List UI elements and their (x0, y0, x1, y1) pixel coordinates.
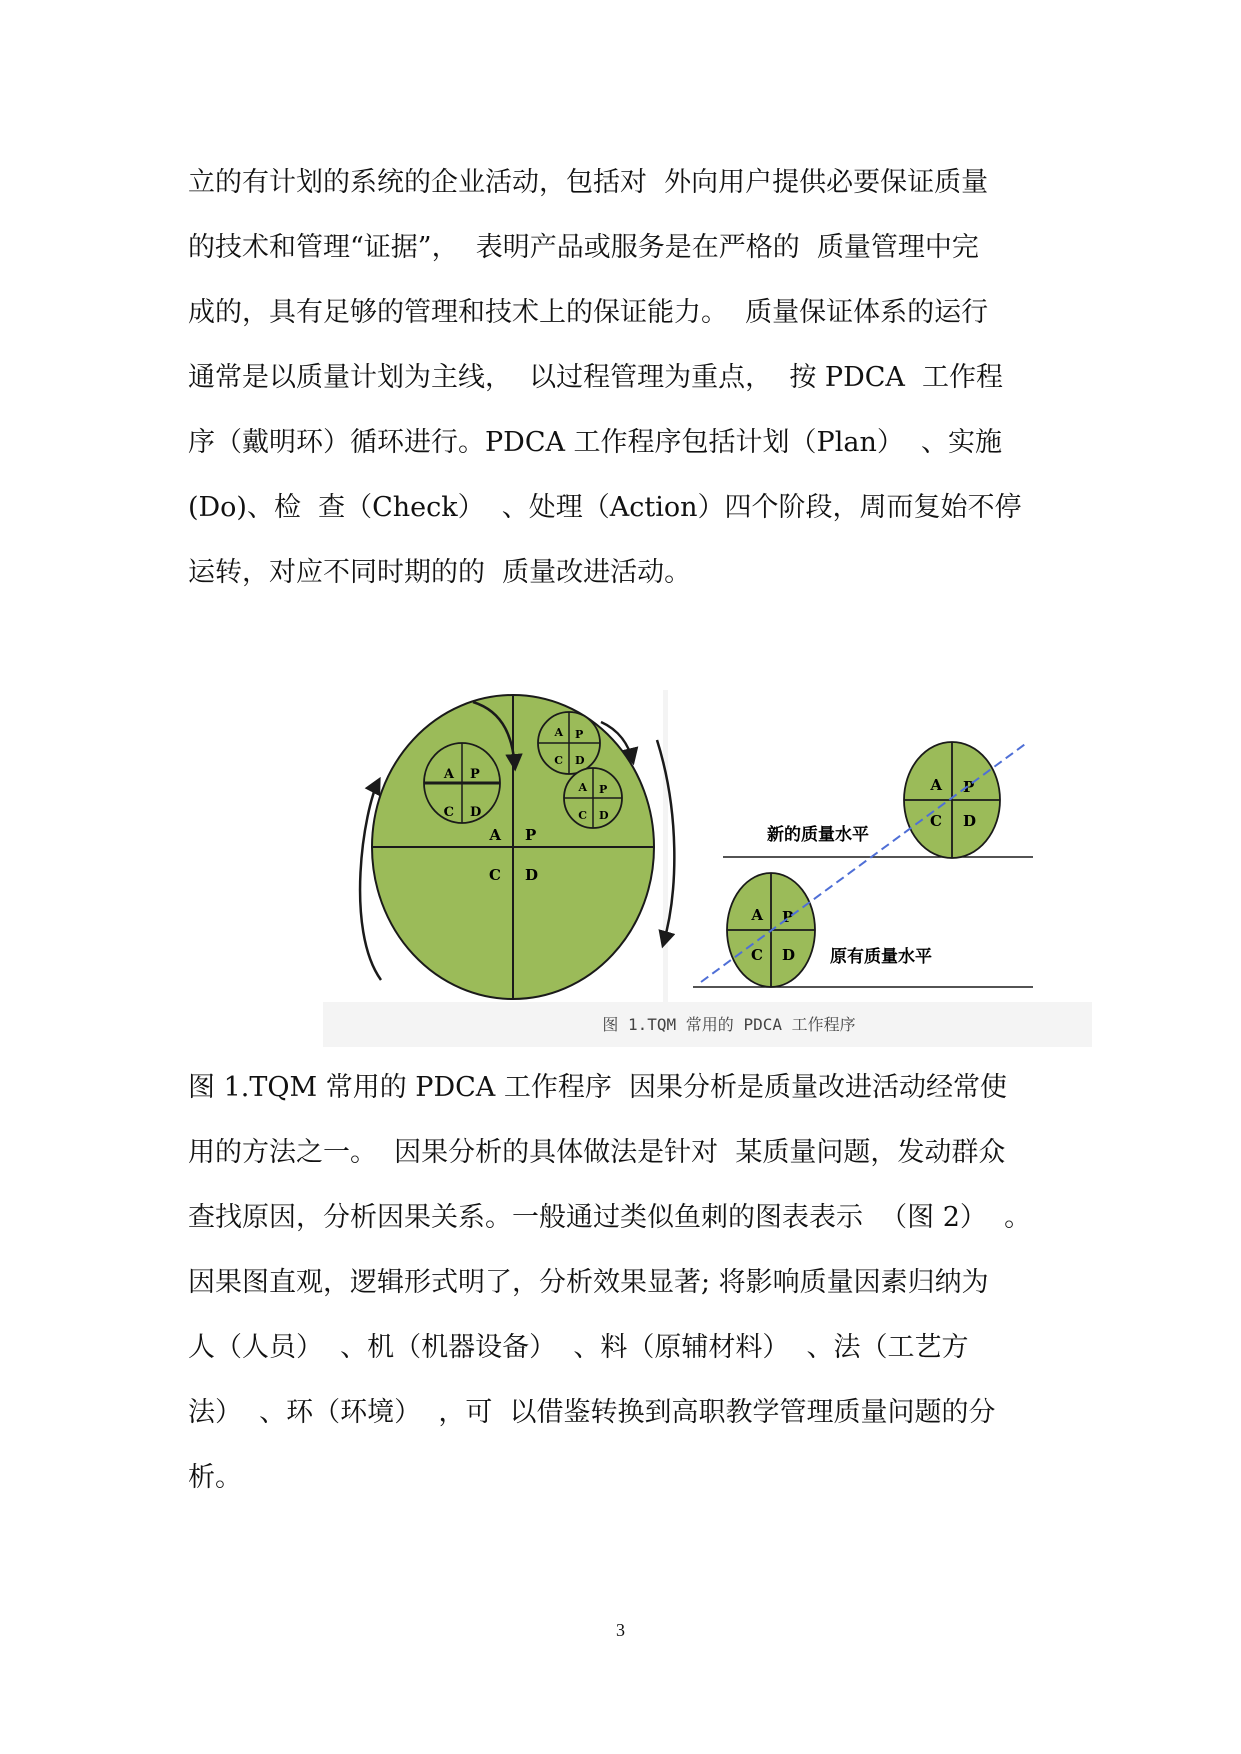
text-line: 立的有计划的系统的企业活动，包括对 外向用户提供必要保证质量 (188, 167, 989, 198)
wheel-label-c: C (554, 754, 563, 767)
text-line: 法） 、环（环境） ，可 以借鉴转换到高职教学管理质量问题的分 (188, 1397, 996, 1428)
wheel-label-p: P (782, 908, 794, 926)
text-line: 通常是以质量计划为主线， 以过程管理为重点， 按 PDCA 工作程 (188, 362, 1004, 393)
text-line: 图 1.TQM 常用的 PDCA 工作程序 因果分析是质量改进活动经常使 (188, 1072, 1008, 1103)
body-paragraph-2 (188, 1055, 1058, 1510)
figure-inner-caption: 图 1.TQM 常用的 PDCA 工作程序 (602, 1015, 856, 1034)
wheel-label-c: C (751, 946, 763, 964)
text-line: 因果图直观，逻辑形式明了，分析效果显著; 将影响质量因素归纳为 (188, 1267, 989, 1298)
wheel-label-a: A (443, 767, 454, 782)
wheel-label-a: A (554, 726, 563, 739)
text-line: 析。 (188, 1462, 242, 1493)
wheel-label-p: P (599, 783, 608, 796)
wheel-label-c: C (443, 805, 454, 820)
pdca-figure (323, 690, 1092, 1047)
wheel-label-p: P (575, 728, 584, 741)
wheel-label-d: D (525, 866, 539, 884)
wheel-label-c: C (489, 866, 501, 884)
page-number: 3 (616, 1620, 625, 1640)
wheel-label-p: P (525, 826, 537, 844)
text-line: (Do)、检 查（Check） 、处理（Action）四个阶段，周而复始不停 (188, 492, 1022, 523)
wheel-label-c: C (578, 809, 587, 822)
wheel-label-d: D (470, 805, 482, 820)
wheel-label-p: P (470, 767, 480, 782)
text-line: 运转，对应不同时期的的 质量改进活动。 (188, 557, 692, 588)
wheel-label-d: D (575, 754, 585, 767)
pdca-wheel-upper (904, 742, 1000, 858)
text-line: 人（人员） 、机（机器设备） 、料（原辅材料） 、法（工艺方 (188, 1332, 969, 1363)
pdca-diagram (323, 690, 1092, 1047)
text-line: 的技术和管理“证据”， 表明产品或服务是在严格的 质量管理中完 (188, 232, 979, 263)
text-line: 查找原因，分析因果关系。一般通过类似鱼刺的图表表示 （图 2） 。 (188, 1202, 1032, 1233)
wheel-label-c: C (930, 812, 942, 830)
wheel-label-d: D (782, 946, 796, 964)
big-pdca-wheel (372, 695, 654, 999)
wheel-label-d: D (599, 809, 609, 822)
small-wheel-2 (538, 712, 600, 774)
small-wheel-3 (564, 768, 622, 828)
body-paragraph-1 (188, 150, 1058, 605)
text-line: 用的方法之一。 因果分析的具体做法是针对 某质量问题，发动群众 (188, 1137, 1006, 1168)
wheel-label-a: A (489, 826, 501, 844)
old-level-label: 原有质量水平 (830, 947, 932, 967)
text-line: 成的，具有足够的管理和技术上的保证能力。 质量保证体系的运行 (188, 297, 989, 328)
wheel-label-a: A (930, 776, 942, 794)
wheel-label-a: A (578, 781, 587, 794)
wheel-label-p: P (963, 778, 975, 796)
wheel-label-a: A (751, 906, 763, 924)
new-level-label: 新的质量水平 (767, 825, 869, 845)
wheel-label-d: D (963, 812, 977, 830)
small-wheel-1 (424, 743, 500, 823)
text-line: 序（戴明环）循环进行。PDCA 工作程序包括计划（Plan） 、实施 (188, 427, 1003, 458)
